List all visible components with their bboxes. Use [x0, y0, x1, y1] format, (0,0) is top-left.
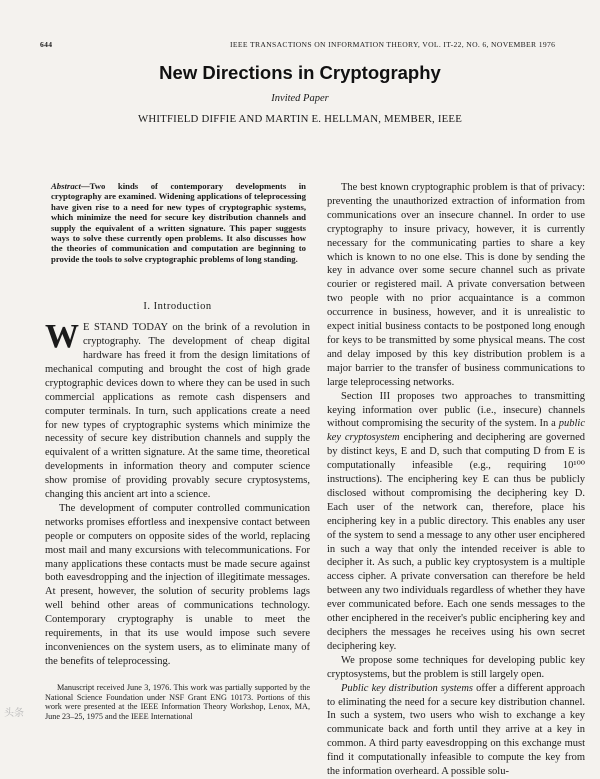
intro-paragraph-1-text: E STAND TODAY on the brink of a revolution in cryptography. The development of cheap digital hardware has freed it from the design limitations of mechanical computing and brought the cost of high grade cryptographic devices down to where they can be used in such commercial applications as remote cash dispensers and computer terminals. In turn, such applications create a need for new types of cryptographic systems which minimize the necessity of secure key distribution channels and supply the equivalent of a written signature. At the same time, theoretical developments in information theory and computer science show promise of providing provably secure cryptosystems, changing this ancient art into a science.	[45, 322, 310, 501]
invited-paper-label: Invited Paper	[271, 93, 329, 104]
abstract-lead: Abstract	[51, 181, 81, 191]
right-paragraph-1: The best known cryptographic problem is that of privacy: preventing the unauthorized extraction of information from communications over an insecure channel. In order to use cryptography to insure privacy, however, it is currently necessary for the communicating parties to share a key which is known to no one else. This is done by sending the key in advance over some secure channel such as private courier or registered mail. A private conversation between two people with no prior acquaintance is a common occurrence in business, however, and it is unrealistic to expect initial business contacts to be postponed long enough for keys to be transmitted by some physical means. The cost and delay imposed by this key distribution problem is a major barrier to the transfer of business communications to large teleprocessing networks.	[327, 182, 585, 388]
right-paragraph-2	[327, 390, 585, 654]
abstract-text: —Two kinds of contemporary developments in cryptography are examined. Widening applications of teleprocessing have given rise to a need for new types of cryptographic systems, which minimize the need for secure key distribution channels and supply the equivalent of a written signature. This paper suggests ways to solve these currently open problems. It also discusses how the theories of communication and computation are beginning to provide the tools to solve cryptographic problems of long standing.	[51, 181, 306, 264]
left-column	[45, 181, 310, 669]
abstract	[45, 181, 310, 264]
watermark: 头条	[4, 708, 24, 719]
right-paragraph-3: We propose some techniques for developing public key cryptosystems, but the problem is still largely open.	[327, 654, 585, 680]
right-column	[327, 181, 585, 779]
right-paragraph-4	[327, 682, 585, 779]
right-paragraph-2-rest: enciphering and deciphering are governed by distinct keys, E and D, such that computing D from E is computationally infeasible (e.g., requiring 10¹⁰⁰ instructions). The enciphering key E can thus be publicly disclosed without compromising the deciphering key D. Each user of the network can, therefore, place his enciphering key in a public directory. This enables any user of the system to send a message to any other user enciphered in such a way that only the intended receiver is able to decipher it. As such, a public key cryptosystem is a multiple access cipher. A private conversation can therefore be held between any two individuals regardless of whether they have ever communicated before. Each one sends messages to the other enciphered in the receiver's public enciphering key and deciphers the messages he receives using his own secret deciphering key.	[327, 432, 585, 652]
page-number: 644	[40, 40, 53, 49]
footnote: Manuscript received June 3, 1976. This work was partially supported by the National Science Foundation under NSF Grant ENG 10173. Portions of this work were presented at the IEEE Information Theory Workshop, Lenox, MA, June 23–25, 1975 and the IEEE International	[45, 683, 310, 721]
running-head	[40, 40, 576, 54]
term-public-key-cryptosystem: public key cryptosystem	[327, 418, 585, 444]
term-public-key-distribution: Public key distribution systems	[341, 682, 473, 694]
intro-paragraph-2: The development of computer controlled communication networks promises effortless and inexpensive contact between people or computers on opposite sides of the world, replacing most mail and many excursions with telecommunications. For many applications these contacts must be made secure against both eavesdropping and the injection of illegitimate messages. At present, however, the solution of security problems lags well behind other areas of communications technology. Contemporary cryptography is unable to meet the requirements, in that its use would impose such severe inconveniences on the system users, as to eliminate many of the benefits of teleprocessing.	[45, 502, 310, 667]
right-paragraph-2-start: Section III proposes two approaches to transmitting keying information over public (i.e., insecure) channels without compromising the security of the system. In a	[327, 390, 585, 430]
intro-paragraph-1	[45, 318, 310, 502]
drop-cap: W	[45, 318, 79, 356]
right-paragraph-4-rest: offer a different approach to eliminating the need for a secure key distribution channel. In such a system, two users who wish to exchange a key communicate back and forth until they arrive at a key in common. A third party eavesdropping on this exchange must find it computationally infeasible to compute the key from the information overheard. A possible solu-	[327, 682, 585, 778]
paper-title: New Directions in Cryptography	[159, 62, 441, 83]
section-heading-introduction: I. Introduction	[143, 301, 212, 313]
journal-header: IEEE TRANSACTIONS ON INFORMATION THEORY, VOL. IT-22, NO. 6, NOVEMBER 1976	[230, 40, 556, 49]
authors: WHITFIELD DIFFIE AND MARTIN E. HELLMAN, MEMBER, IEEE	[137, 113, 463, 125]
